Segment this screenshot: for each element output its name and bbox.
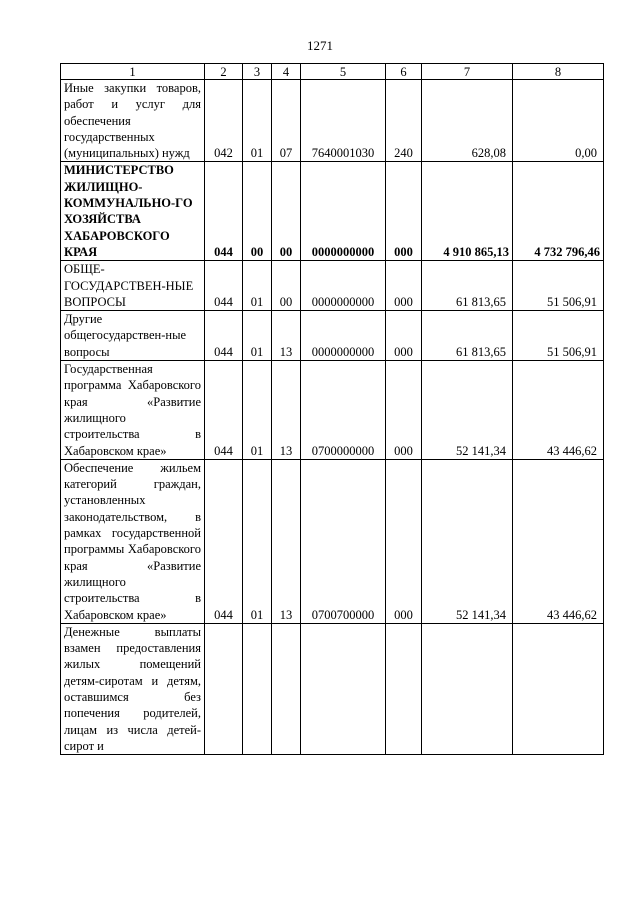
cell-section: 00 <box>243 162 272 261</box>
column-header: 5 <box>301 64 386 80</box>
cell-target-article: 0000000000 <box>301 311 386 361</box>
table-row <box>61 80 604 162</box>
cell-amount-2: 51 506,91 <box>513 261 604 311</box>
column-header: 8 <box>513 64 604 80</box>
row-name: Обеспечение жильем категорий граждан, установленных законодательством, в рамках государственной программы Хабаровского края «Развитие жилищного строительства в Хабаровском крае» <box>61 459 205 623</box>
column-header: 7 <box>422 64 513 80</box>
cell-admin-code: 042 <box>205 80 243 162</box>
row-name: ОБЩЕ-ГОСУДАРСТВЕН-НЫЕ ВОПРОСЫ <box>61 261 205 311</box>
cell-section: 01 <box>243 459 272 623</box>
table-row <box>61 162 604 261</box>
cell-amount-1: 61 813,65 <box>422 311 513 361</box>
cell-amount-2: 51 506,91 <box>513 311 604 361</box>
column-header: 3 <box>243 64 272 80</box>
cell-amount-2: 0,00 <box>513 80 604 162</box>
cell-subsection: 13 <box>272 361 301 460</box>
table-row <box>61 459 604 623</box>
cell-subsection: 13 <box>272 311 301 361</box>
cell-amount-1: 52 141,34 <box>422 361 513 460</box>
cell-target-article: 7640001030 <box>301 80 386 162</box>
row-name: Денежные выплаты взамен предоставления жилых помещений детям-сиротам и детям, оставшимся без попечения родителей, лицам из числа детей-сирот и <box>61 623 205 754</box>
cell-expense-type: 000 <box>386 361 422 460</box>
cell-admin-code: 044 <box>205 361 243 460</box>
cell-subsection: 13 <box>272 459 301 623</box>
cell-subsection: 00 <box>272 162 301 261</box>
cell-expense-type <box>386 623 422 754</box>
row-name: МИНИСТЕРСТВО ЖИЛИЩНО-КОММУНАЛЬНО-ГО ХОЗЯЙСТВА ХАБАРОВСКОГО КРАЯ <box>61 162 205 261</box>
cell-subsection <box>272 623 301 754</box>
cell-section: 01 <box>243 311 272 361</box>
cell-amount-1: 628,08 <box>422 80 513 162</box>
cell-amount-2: 43 446,62 <box>513 459 604 623</box>
header-row <box>61 64 604 80</box>
cell-target-article: 0000000000 <box>301 261 386 311</box>
cell-target-article <box>301 623 386 754</box>
cell-admin-code <box>205 623 243 754</box>
cell-section: 01 <box>243 80 272 162</box>
cell-expense-type: 000 <box>386 261 422 311</box>
cell-admin-code: 044 <box>205 261 243 311</box>
column-header: 2 <box>205 64 243 80</box>
cell-subsection: 07 <box>272 80 301 162</box>
cell-amount-1: 4 910 865,13 <box>422 162 513 261</box>
table-row <box>61 623 604 754</box>
cell-section: 01 <box>243 261 272 311</box>
table-row <box>61 361 604 460</box>
cell-target-article: 0700700000 <box>301 459 386 623</box>
cell-expense-type: 000 <box>386 459 422 623</box>
cell-target-article: 0000000000 <box>301 162 386 261</box>
cell-amount-1 <box>422 623 513 754</box>
cell-section: 01 <box>243 361 272 460</box>
cell-admin-code: 044 <box>205 459 243 623</box>
cell-amount-2: 4 732 796,46 <box>513 162 604 261</box>
row-name: Государственная программа Хабаровского края «Развитие жилищного строительства в Хабаровском крае» <box>61 361 205 460</box>
cell-expense-type: 000 <box>386 311 422 361</box>
row-name: Другие общегосударствен-ные вопросы <box>61 311 205 361</box>
cell-section <box>243 623 272 754</box>
cell-target-article: 0700000000 <box>301 361 386 460</box>
cell-expense-type: 240 <box>386 80 422 162</box>
column-header: 6 <box>386 64 422 80</box>
cell-amount-1: 61 813,65 <box>422 261 513 311</box>
cell-expense-type: 000 <box>386 162 422 261</box>
cell-amount-1: 52 141,34 <box>422 459 513 623</box>
cell-amount-2 <box>513 623 604 754</box>
cell-admin-code: 044 <box>205 311 243 361</box>
column-header: 4 <box>272 64 301 80</box>
cell-subsection: 00 <box>272 261 301 311</box>
table-row <box>61 261 604 311</box>
budget-table <box>60 63 604 755</box>
row-name: Иные закупки товаров, работ и услуг для обеспечения государственных (муниципальных) нужд <box>61 80 205 162</box>
cell-amount-2: 43 446,62 <box>513 361 604 460</box>
table-row <box>61 311 604 361</box>
column-header: 1 <box>61 64 205 80</box>
cell-admin-code: 044 <box>205 162 243 261</box>
page-number: 1271 <box>307 38 333 53</box>
